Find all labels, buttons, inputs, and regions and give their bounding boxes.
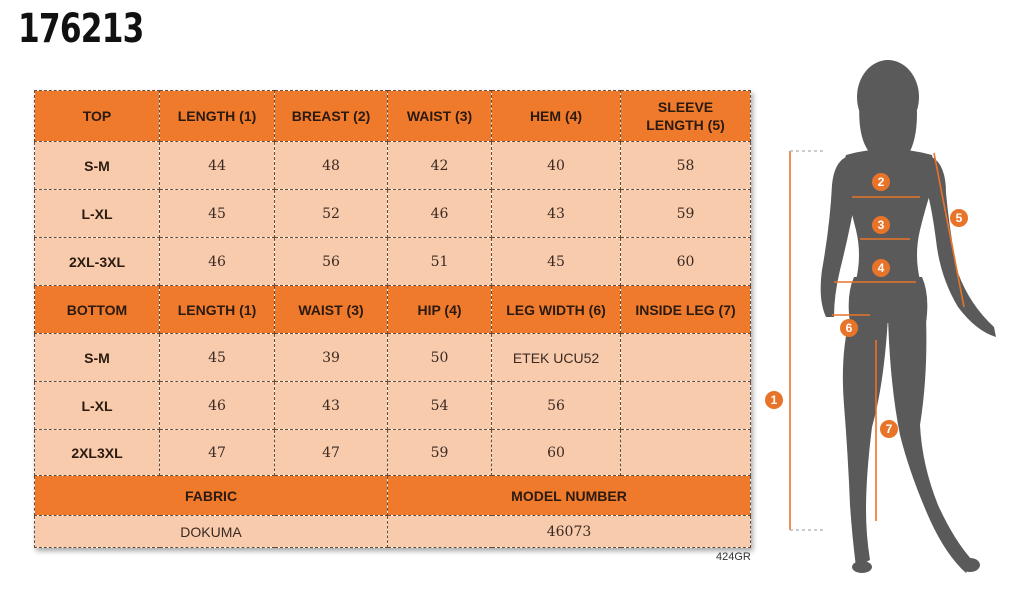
svg-text:2: 2 <box>877 175 885 189</box>
marker-5-icon <box>950 209 968 227</box>
table-cell <box>621 430 751 476</box>
svg-text:5: 5 <box>955 211 963 225</box>
top-header-cell: TOP <box>35 91 160 142</box>
female-silhouette-icon <box>821 60 996 573</box>
svg-text:1: 1 <box>770 393 778 407</box>
size-label: S-M <box>35 142 160 190</box>
info-value-row <box>35 516 751 548</box>
sleeve-line2: LENGTH (5) <box>646 117 725 133</box>
table-row <box>35 430 751 476</box>
table-row <box>35 334 751 382</box>
table-cell: 52 <box>275 190 388 238</box>
marker-1-icon <box>765 391 783 409</box>
table-cell: 54 <box>388 382 492 430</box>
table-cell <box>621 334 751 382</box>
top-header-cell: LENGTH (1) <box>160 91 275 142</box>
table-cell: ETEK UCU52 <box>492 334 621 382</box>
table-cell: 59 <box>388 430 492 476</box>
table-cell: 44 <box>160 142 275 190</box>
table-cell: 45 <box>492 238 621 286</box>
table-cell <box>621 382 751 430</box>
bottom-header-cell: LENGTH (1) <box>160 286 275 334</box>
size-label: L-XL <box>35 382 160 430</box>
bottom-header-cell: WAIST (3) <box>275 286 388 334</box>
table-cell: 40 <box>492 142 621 190</box>
top-header-cell-sleeve <box>621 91 751 142</box>
size-label: 2XL-3XL <box>35 238 160 286</box>
top-header-row <box>35 91 751 142</box>
size-chart-table <box>34 90 751 548</box>
table-cell: 50 <box>388 334 492 382</box>
bottom-header-cell: INSIDE LEG (7) <box>621 286 751 334</box>
size-label: L-XL <box>35 190 160 238</box>
table-cell: 45 <box>160 334 275 382</box>
table-cell: 43 <box>492 190 621 238</box>
marker-4-icon <box>872 259 890 277</box>
bottom-header-cell: HIP (4) <box>388 286 492 334</box>
bottom-header-cell: BOTTOM <box>35 286 160 334</box>
marker-2-icon <box>872 173 890 191</box>
table-cell: 46 <box>160 382 275 430</box>
table-cell: 42 <box>388 142 492 190</box>
body-measurement-figure <box>760 55 1024 585</box>
table-cell: 59 <box>621 190 751 238</box>
marker-3-icon <box>872 216 890 234</box>
fabric-value: DOKUMA <box>35 516 388 548</box>
table-row <box>35 142 751 190</box>
table-row <box>35 382 751 430</box>
table-cell: 60 <box>492 430 621 476</box>
footnote-code: 424GR <box>716 551 751 563</box>
table-cell: 43 <box>275 382 388 430</box>
svg-text:6: 6 <box>845 321 853 335</box>
marker-6-icon <box>840 319 858 337</box>
table-row <box>35 238 751 286</box>
bottom-header-cell: LEG WIDTH (6) <box>492 286 621 334</box>
svg-text:4: 4 <box>877 261 885 275</box>
table-cell: 60 <box>621 238 751 286</box>
size-label: 2XL3XL <box>35 430 160 476</box>
table-cell: 56 <box>492 382 621 430</box>
table-cell: 39 <box>275 334 388 382</box>
table-row <box>35 190 751 238</box>
table-cell: 46 <box>160 238 275 286</box>
table-cell: 51 <box>388 238 492 286</box>
top-header-cell: WAIST (3) <box>388 91 492 142</box>
fabric-label: FABRIC <box>35 476 388 516</box>
table-cell: 47 <box>275 430 388 476</box>
bottom-header-row <box>35 286 751 334</box>
product-code: 176213 <box>18 6 144 52</box>
table-cell: 56 <box>275 238 388 286</box>
svg-text:7: 7 <box>885 422 893 436</box>
svg-text:3: 3 <box>877 218 885 232</box>
marker-7-icon <box>880 420 898 438</box>
top-header-cell: HEM (4) <box>492 91 621 142</box>
table-cell: 45 <box>160 190 275 238</box>
model-number-value: 46073 <box>388 516 751 548</box>
info-header-row <box>35 476 751 516</box>
top-header-cell: BREAST (2) <box>275 91 388 142</box>
table-cell: 48 <box>275 142 388 190</box>
model-number-label: MODEL NUMBER <box>388 476 751 516</box>
table-cell: 58 <box>621 142 751 190</box>
sleeve-line1: SLEEVE <box>657 99 714 115</box>
table-cell: 47 <box>160 430 275 476</box>
table-cell: 46 <box>388 190 492 238</box>
size-label: S-M <box>35 334 160 382</box>
